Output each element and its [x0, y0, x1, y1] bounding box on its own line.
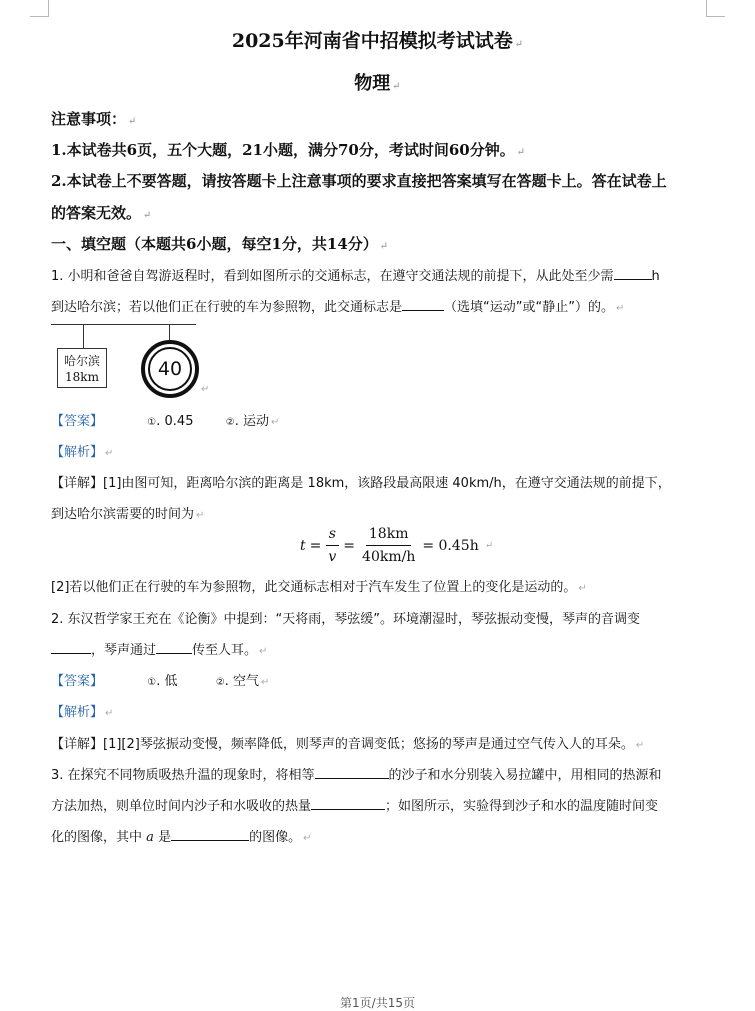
q2-answer-1: . 低 [156, 674, 178, 689]
page-corner-mark-right [706, 0, 725, 17]
sign-post-right [169, 324, 170, 340]
q3-blank-2 [311, 797, 385, 810]
q2-detail: 【详解】[1][2]琴弦振动变慢，频率降低，则琴声的音调变低；悠扬的琴声是通过空气传入人的耳朵。 ↵ [51, 737, 645, 752]
notice-item-2-cont: 的答案无效。 ↵ [51, 204, 152, 222]
notice-heading: 注意事项： ↵ [51, 110, 137, 128]
subject-title: 物理 ↵ [354, 73, 401, 94]
q2-blank-2 [156, 641, 192, 654]
q1-text-line2: 到达哈尔滨；若以他们正在行驶的车为参照物，此交通标志是 （选填“运动”或“静止”）的。 ↵ [51, 300, 625, 315]
q2-analysis-label: 【解析】 ↵ [51, 705, 114, 720]
page-footer: 第1页/共15页 [340, 996, 415, 1010]
q1-text-line1: 1. 小明和爸爸自驾游返程时，看到如图所示的交通标志，在遵守交通法规的前提下，从此处至少需 h [51, 269, 660, 284]
answer-label: 【答案】 [51, 414, 104, 429]
q1-blank-1 [614, 267, 652, 280]
sign-post-left [83, 324, 84, 348]
q1-answer-1: . 0.45 [156, 414, 194, 429]
q3-text-line2: 方法加热，则单位时间内沙子和水吸收的热量 ；如图所示，实验得到沙子和水的温度随时间变 [51, 799, 659, 814]
speed-limit-value: 40 [157, 358, 183, 380]
notice-item-2: 2.本试卷上不要答题，请按答题卡上注意事项的要求直接把答案填写在答题卡上。答在试卷上 [51, 172, 667, 190]
q1-blank-2 [402, 298, 444, 311]
q2-text-line1: 2. 东汉哲学家王充在《论衡》中提到：“天将雨，琴弦缓”。环境潮湿时，琴弦振动变慢，琴声的音调变 [51, 612, 641, 627]
q3-text-line1: 3. 在探究不同物质吸热升温的现象时，将相等 的沙子和水分别装入易拉罐中，用相同的热源和 [51, 768, 662, 783]
q1-detail-line1: 【详解】[1]由图可知，距离哈尔滨的距离是 18km，该路段最高限速 40km/h，在遵守交通法规的前提下， [51, 476, 671, 491]
q1-detail-line3: [2]若以他们正在行驶的车为参照物，此交通标志相对于汽车发生了位置上的变化是运动的。 ↵ [51, 580, 587, 595]
q3-text-line3: 化的图像，其中 a 是 的图像。 ↵ [51, 830, 312, 845]
speed-limit-sign [141, 340, 199, 398]
notice-item-1: 1.本试卷共6页，五个大题，21小题，满分70分，考试时间60分钟。 ↵ [51, 141, 526, 159]
q3-blank-1 [315, 766, 389, 779]
page-corner-mark-left [30, 0, 49, 17]
section-heading: 一、填空题（本题共6小题，每空1分，共14分） ↵ [51, 235, 389, 253]
distance-sign [57, 348, 107, 388]
q1-answer: 【答案】 ①. 0.45 ②. 运动 ↵ [51, 414, 280, 429]
q3-blank-3 [171, 828, 249, 841]
q2-answer: 【答案】 ①. 低 ②. 空气 ↵ [51, 674, 270, 689]
q2-answer-2: . 空气 [224, 674, 260, 689]
distance-sign-km: 18km [65, 370, 99, 384]
q1-formula: t = $\frac{s}{v}$ = $\frac{18km}{40km/h}$ = 0.45h ↵ [300, 526, 494, 565]
q1-answer-2: . 运动 [234, 414, 269, 429]
sign-pole [51, 324, 196, 325]
q2-text-line2: ，琴声通过 传至人耳。 ↵ [51, 639, 267, 658]
q1-analysis-label: 【解析】 ↵ [51, 445, 114, 460]
distance-sign-city: 哈尔滨 [63, 354, 100, 368]
q1-detail-line2: 到达哈尔滨需要的时间为 ↵ [51, 507, 205, 522]
exam-title: 2025年河南省中招模拟考试试卷 ↵ [231, 30, 524, 52]
q2-blank-1 [51, 641, 91, 654]
